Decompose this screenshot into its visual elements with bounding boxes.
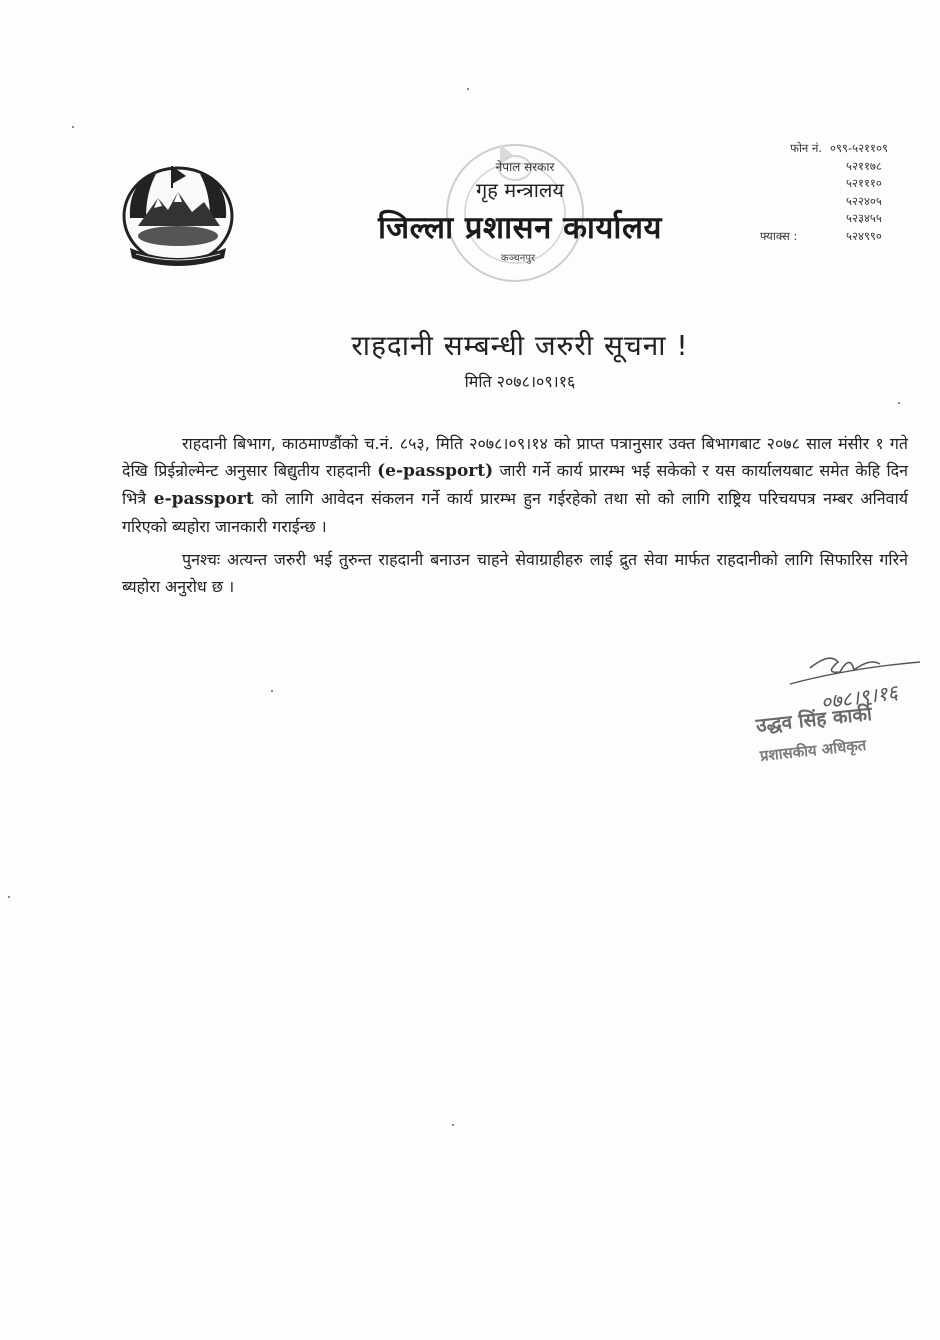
phone-row bbox=[760, 210, 920, 228]
body-paragraph-2: पुनश्चः अत्यन्त जरुरी भई तुरुन्त राहदानी बनाउन चाहने सेवाग्राहीहरु लाई द्रुत सेवा मार्फत राहदानीको लागि सिफारिस गरिने ब्यहोरा अनुरोध छ । bbox=[122, 550, 908, 596]
scan-speck bbox=[467, 88, 469, 90]
epassport-term: e-passport bbox=[153, 489, 254, 509]
office-location: कञ्चनपुर bbox=[500, 253, 536, 264]
phone-number: ५२११७८ bbox=[846, 158, 882, 173]
notice-body bbox=[122, 430, 908, 600]
fax-label: फ्याक्स : bbox=[760, 228, 798, 243]
scan-speck bbox=[898, 402, 900, 404]
body-paragraph-1 bbox=[122, 430, 908, 540]
body-text-segment: राहदानी बिभाग, काठमाण्डौंको च.नं. ८५३, मिति २०७८।०९।१४ को प्राप्त पत्रानुसार उक्त बिभागबाट २०७८ साल मंसीर १ गते देखि प्रिईन्रोल्मेन्ट अनुसार बिद्युतीय राहदानी bbox=[122, 434, 908, 480]
signer-name: उद्धव सिंह कार्की bbox=[754, 702, 873, 737]
notice-title: राहदानी सम्बन्धी जरुरी सूचना ! bbox=[351, 329, 689, 362]
scan-speck bbox=[271, 690, 273, 692]
nepal-emblem-icon bbox=[116, 162, 240, 270]
phone-label: फोन नं. bbox=[790, 141, 822, 155]
phone-row bbox=[760, 158, 920, 176]
phone-row bbox=[760, 175, 920, 193]
government-line: नेपाल सरकार bbox=[495, 160, 555, 174]
scan-speck bbox=[452, 1124, 454, 1126]
epassport-term: (e-passport) bbox=[377, 461, 494, 481]
contact-block bbox=[760, 140, 920, 245]
scan-speck bbox=[8, 896, 10, 898]
ministry-name: गृह मन्त्रालय bbox=[475, 178, 565, 202]
fax-number: ५२४९९० bbox=[846, 228, 882, 243]
phone-number: ५२१११० bbox=[846, 176, 882, 190]
phone-row bbox=[760, 140, 920, 158]
notice-date: मिति २०७८।०९।१६ bbox=[464, 372, 576, 391]
phone-number: ५२२४०५ bbox=[846, 193, 882, 208]
signature-date: ०७८।९।१६ bbox=[819, 679, 900, 715]
office-name: जिल्ला प्रशासन कार्यालय bbox=[378, 210, 662, 246]
scan-speck bbox=[72, 126, 74, 128]
phone-row bbox=[760, 193, 920, 211]
phone-number: ५२३४५५ bbox=[846, 211, 882, 225]
phone-number: ०९९-५२११०९ bbox=[830, 141, 888, 155]
signer-designation: प्रशासकीय अधिकृत bbox=[759, 735, 868, 765]
fax-row bbox=[760, 228, 920, 246]
body-text-segment: को लागि आवेदन संकलन गर्ने कार्य प्रारम्भ हुन गईरहेको तथा सो को लागि राष्ट्रिय परिचयपत्र नम्बर अनिवार्य गरिएको ब्यहोरा जानकारी गराईन्छ । bbox=[122, 489, 908, 536]
body-text-segment: जारी गर्ने कार्य प्रारम्भ भई सकेको र यस कार्यालयबाट समेत केहि दिन भित्रै bbox=[122, 461, 908, 508]
